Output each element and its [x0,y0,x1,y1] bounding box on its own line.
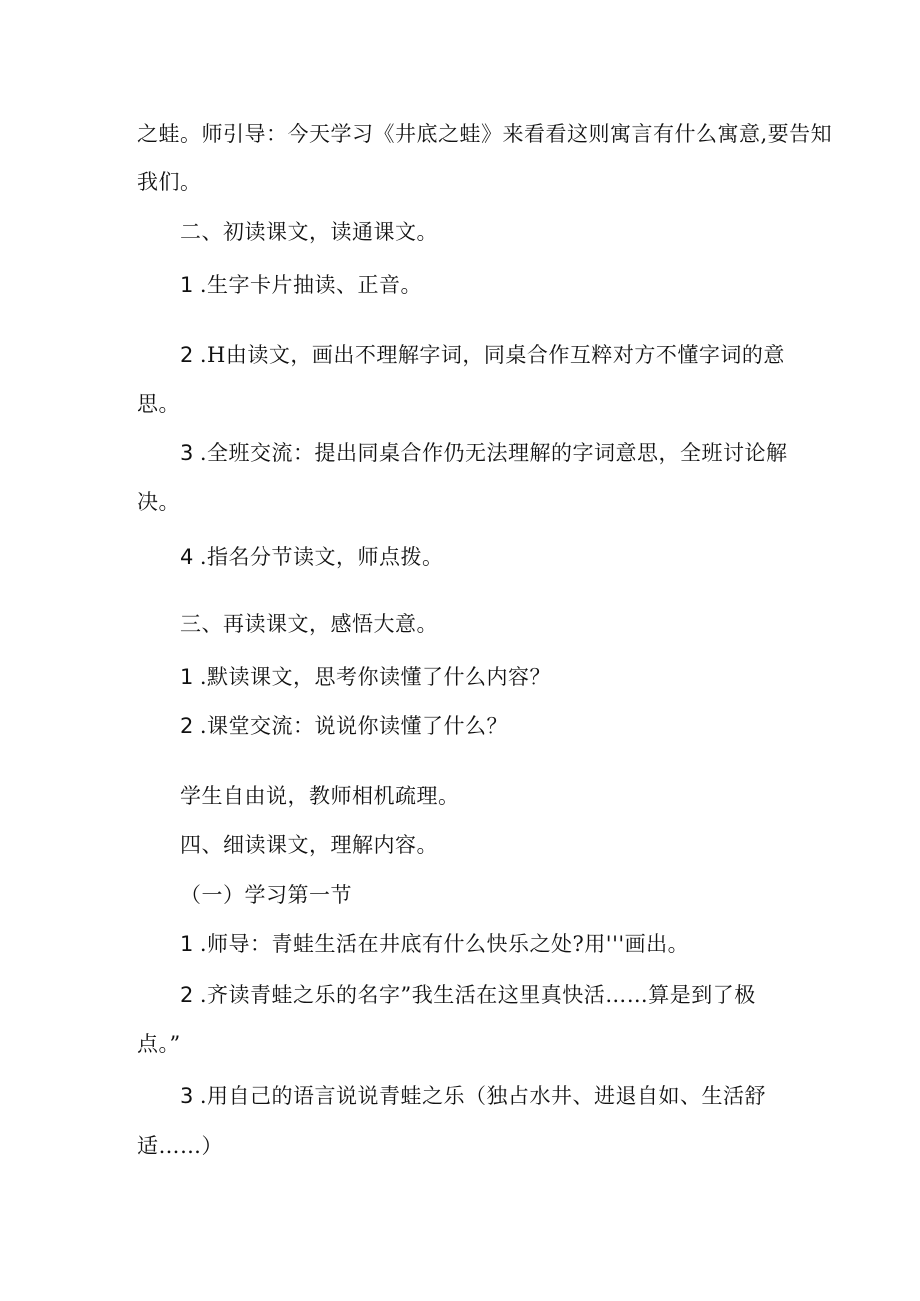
list-item [180,930,689,958]
section-heading [180,218,438,246]
list-item [180,439,788,467]
subsection-heading [180,881,352,909]
list-item [180,341,785,369]
line-text: 思。 [137,392,180,416]
list-item [180,712,508,740]
line-text: 适……） [137,1134,223,1158]
item-number: 3 [180,1084,194,1108]
line-text: 二、初读课文，读通课文。 [180,220,438,244]
line-text: 决。 [137,490,180,514]
line-text: （一）学习第一节 [180,883,352,907]
list-item [180,663,551,691]
item-number: 4 [180,545,194,569]
line-text: 四、细读课文，理解内容。 [180,833,438,857]
line-text: .H由读文，画出不理解字词，同桌合作互粹对方不懂字词的意 [199,343,785,367]
item-number: 3 [180,441,194,465]
section-heading [180,610,438,638]
text-line [137,1030,181,1058]
item-number: 2 [180,343,194,367]
text-line [137,390,180,418]
line-text: .指名分节读文，师点拨。 [199,545,444,569]
text-line [180,782,460,810]
item-number: 2 [180,983,194,1007]
list-item [180,271,422,299]
text-line [137,168,202,196]
line-text: .师导：青蛙生活在井底有什么快乐之处?用'''画出。 [199,932,690,956]
line-text: .默读课文，思考你读懂了什么内容？ [199,665,552,689]
list-item [180,543,444,571]
text-line [137,488,180,516]
text-line [137,1132,223,1160]
line-text: .课堂交流：说说你读懂了什么？ [199,714,509,738]
line-text: 三、再读课文，感悟大意。 [180,612,438,636]
line-text: .生字卡片抽读、正音。 [199,273,423,297]
text-line [137,120,832,148]
item-number: 1 [180,273,194,297]
line-text: .齐读青蛙之乐的名字”我生活在这里真快活……算是到了极 [199,983,756,1007]
list-item [180,1082,766,1110]
line-text: .全班交流：提出同桌合作仍无法理解的字词意思，全班讨论解 [199,441,788,465]
line-text: 点。” [137,1032,181,1056]
item-number: 1 [180,932,194,956]
line-text: 之蛙。师引导：今天学习《井底之蛙》来看看这则寓言有什么寓意,要告知 [137,122,833,146]
section-heading [180,831,438,859]
list-item [180,981,756,1009]
item-number: 1 [180,665,194,689]
line-text: 我们。 [137,170,202,194]
line-text: .用自己的语言说说青蛙之乐（独占水井、进退自如、生活舒 [199,1084,767,1108]
item-number: 2 [180,714,194,738]
line-text: 学生自由说，教师相机疏理。 [180,784,460,808]
